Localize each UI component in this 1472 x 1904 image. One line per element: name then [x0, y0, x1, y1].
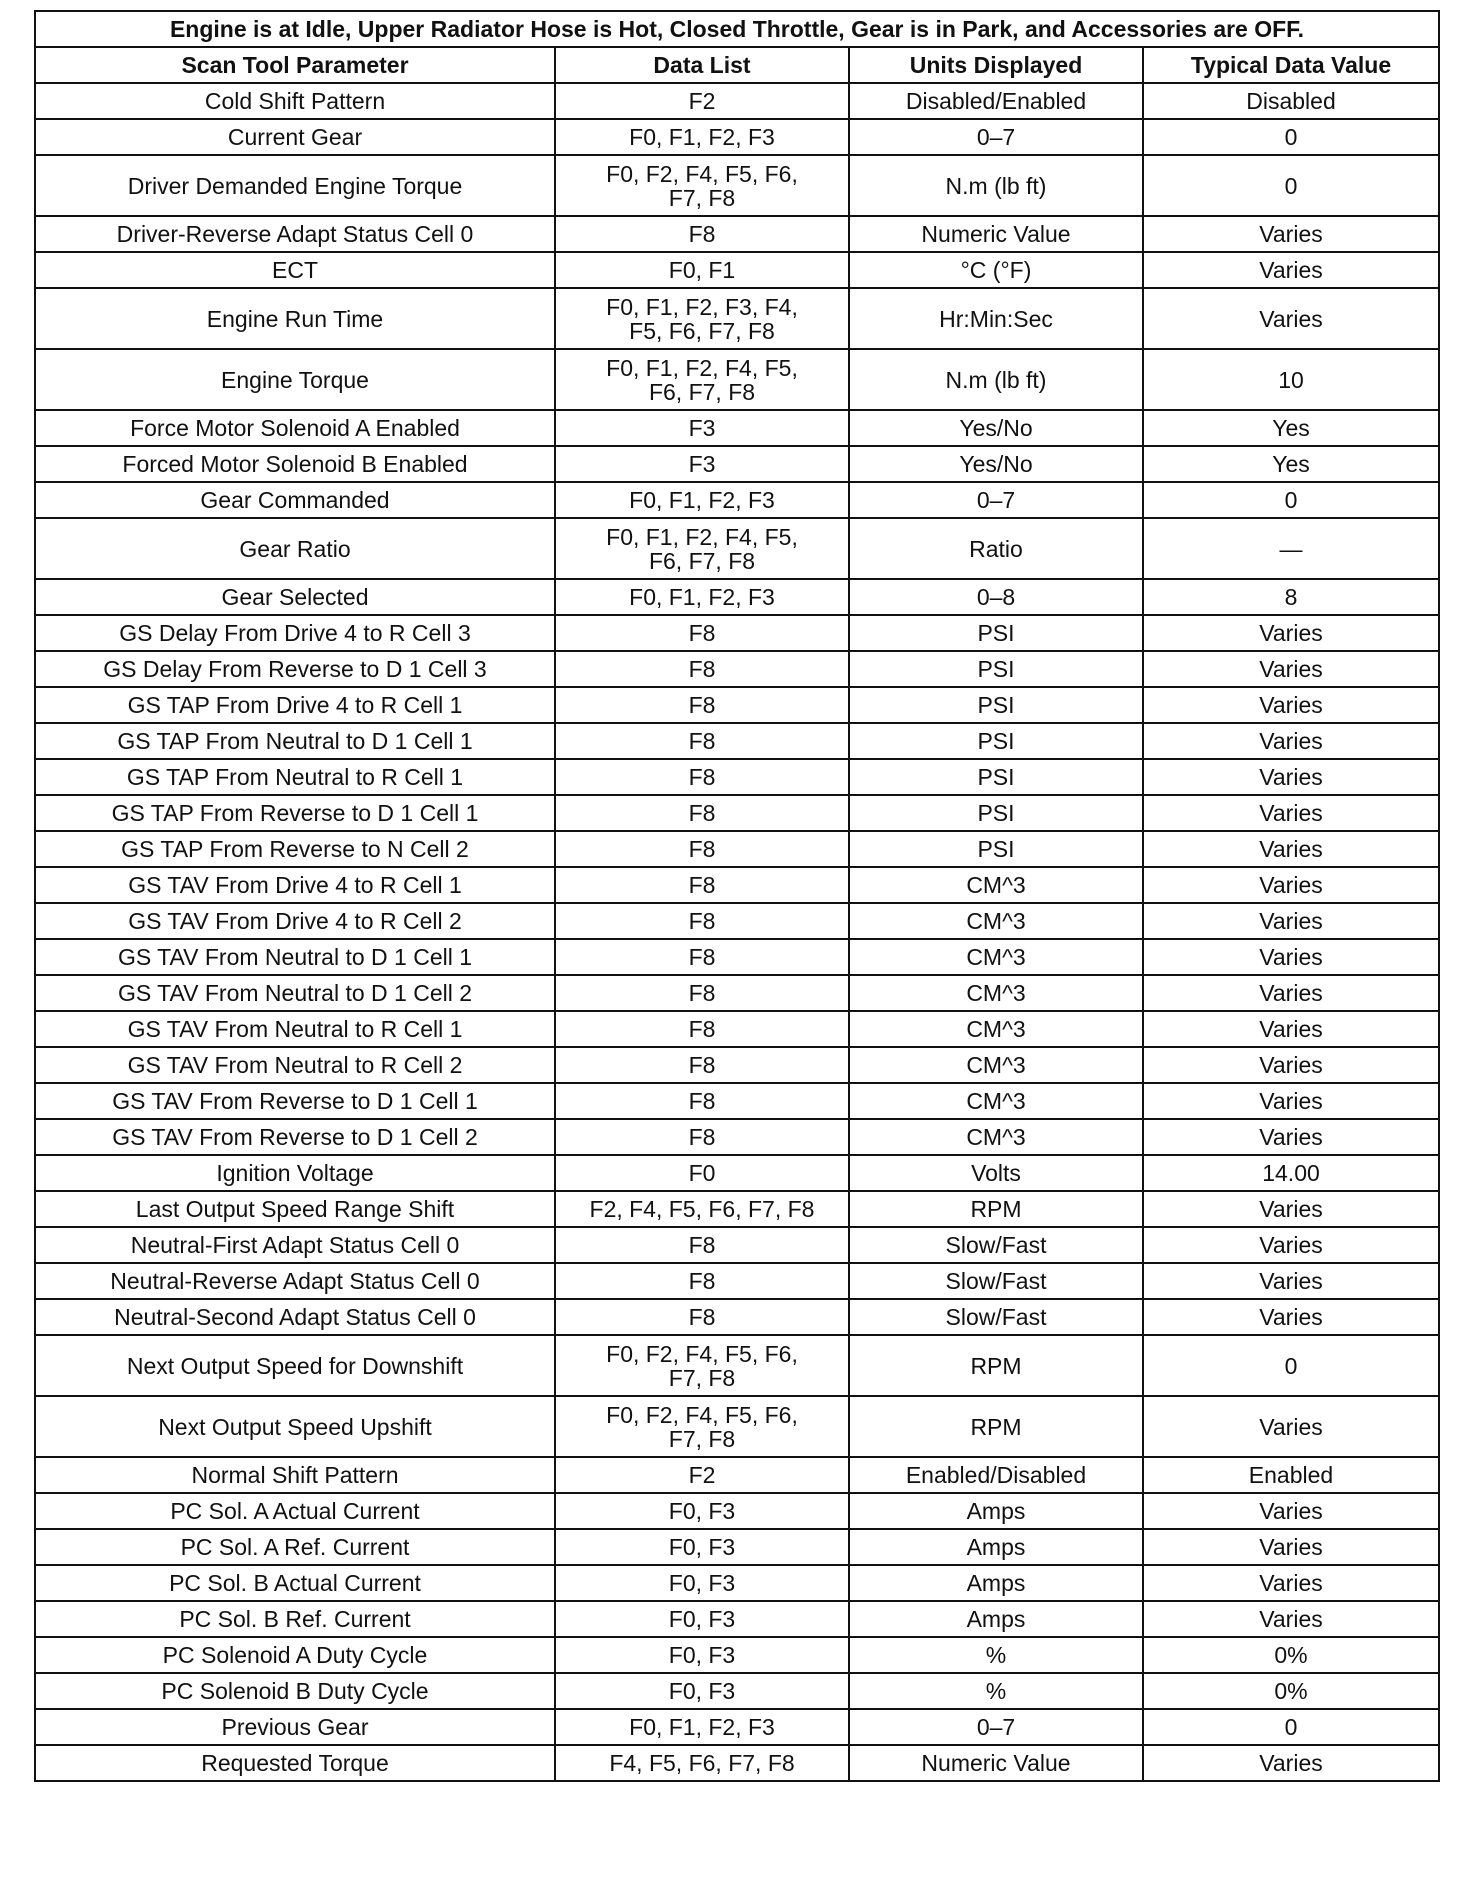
param-cell: Previous Gear: [35, 1709, 555, 1745]
param-cell: GS TAV From Reverse to D 1 Cell 1: [35, 1083, 555, 1119]
units-cell: PSI: [849, 795, 1143, 831]
typical-value-cell: Yes: [1143, 446, 1439, 482]
units-cell: CM^3: [849, 975, 1143, 1011]
units-cell: Yes/No: [849, 410, 1143, 446]
data-list-cell: F8: [555, 939, 849, 975]
param-cell: Engine Run Time: [35, 288, 555, 349]
param-cell: GS TAP From Reverse to N Cell 2: [35, 831, 555, 867]
units-cell: CM^3: [849, 939, 1143, 975]
param-cell: PC Sol. B Actual Current: [35, 1565, 555, 1601]
table-row: [35, 446, 1439, 482]
typical-value-cell: 0: [1143, 1335, 1439, 1396]
data-list-cell: F8: [555, 831, 849, 867]
data-list-cell: F0, F3: [555, 1529, 849, 1565]
typical-value-cell: 0: [1143, 119, 1439, 155]
typical-value-cell: 0: [1143, 1709, 1439, 1745]
units-cell: PSI: [849, 759, 1143, 795]
table-row: [35, 349, 1439, 410]
data-list-cell: F8: [555, 651, 849, 687]
param-cell: Ignition Voltage: [35, 1155, 555, 1191]
typical-value-cell: Varies: [1143, 1119, 1439, 1155]
units-cell: CM^3: [849, 1119, 1143, 1155]
table-row: [35, 482, 1439, 518]
data-list-cell: F8: [555, 903, 849, 939]
units-cell: PSI: [849, 651, 1143, 687]
typical-value-cell: Varies: [1143, 687, 1439, 723]
table-row: [35, 1745, 1439, 1781]
table-row: [35, 155, 1439, 216]
param-cell: Last Output Speed Range Shift: [35, 1191, 555, 1227]
units-cell: 0–7: [849, 119, 1143, 155]
header-data-list: Data List: [555, 47, 849, 83]
units-cell: PSI: [849, 687, 1143, 723]
table-row: [35, 615, 1439, 651]
table-row: [35, 1335, 1439, 1396]
table-caption: Engine is at Idle, Upper Radiator Hose is Hot, Closed Throttle, Gear is in Park, and Accessories are OFF.: [35, 11, 1439, 47]
typical-value-cell: 10: [1143, 349, 1439, 410]
data-list-cell: F0, F1, F2, F3, F4, F5, F6, F7, F8: [555, 288, 849, 349]
param-cell: Driver-Reverse Adapt Status Cell 0: [35, 216, 555, 252]
units-cell: CM^3: [849, 867, 1143, 903]
data-list-cell: F3: [555, 410, 849, 446]
units-cell: Amps: [849, 1529, 1143, 1565]
data-list-cell: F8: [555, 759, 849, 795]
typical-value-cell: Varies: [1143, 1299, 1439, 1335]
param-cell: GS TAV From Drive 4 to R Cell 2: [35, 903, 555, 939]
typical-value-cell: Varies: [1143, 1529, 1439, 1565]
scan-tool-data-table: [34, 10, 1440, 1782]
data-list-cell: F0, F2, F4, F5, F6, F7, F8: [555, 155, 849, 216]
units-cell: CM^3: [849, 903, 1143, 939]
table-row: [35, 1119, 1439, 1155]
param-cell: GS TAV From Neutral to D 1 Cell 2: [35, 975, 555, 1011]
units-cell: Enabled/Disabled: [849, 1457, 1143, 1493]
table-row: [35, 1227, 1439, 1263]
param-cell: PC Solenoid B Duty Cycle: [35, 1673, 555, 1709]
units-cell: Yes/No: [849, 446, 1143, 482]
data-list-cell: F8: [555, 1047, 849, 1083]
units-cell: %: [849, 1637, 1143, 1673]
typical-value-cell: Varies: [1143, 939, 1439, 975]
units-cell: N.m (lb ft): [849, 349, 1143, 410]
data-list-cell: F4, F5, F6, F7, F8: [555, 1745, 849, 1781]
typical-value-cell: Enabled: [1143, 1457, 1439, 1493]
table-row: [35, 119, 1439, 155]
data-list-cell: F2: [555, 83, 849, 119]
table-row: [35, 1709, 1439, 1745]
data-list-cell: F0, F1, F2, F4, F5, F6, F7, F8: [555, 518, 849, 579]
param-cell: GS TAP From Drive 4 to R Cell 1: [35, 687, 555, 723]
data-list-cell: F0, F1, F2, F3: [555, 579, 849, 615]
table-row: [35, 975, 1439, 1011]
units-cell: Amps: [849, 1493, 1143, 1529]
units-cell: Hr:Min:Sec: [849, 288, 1143, 349]
header-typical-data-value: Typical Data Value: [1143, 47, 1439, 83]
data-list-cell: F2, F4, F5, F6, F7, F8: [555, 1191, 849, 1227]
data-list-cell: F8: [555, 723, 849, 759]
typical-value-cell: Varies: [1143, 867, 1439, 903]
table-row: [35, 1565, 1439, 1601]
units-cell: Volts: [849, 1155, 1143, 1191]
header-units-displayed: Units Displayed: [849, 47, 1143, 83]
units-cell: CM^3: [849, 1083, 1143, 1119]
param-cell: GS TAV From Neutral to R Cell 1: [35, 1011, 555, 1047]
units-cell: PSI: [849, 615, 1143, 651]
param-cell: Engine Torque: [35, 349, 555, 410]
typical-value-cell: Varies: [1143, 903, 1439, 939]
typical-value-cell: Varies: [1143, 723, 1439, 759]
units-cell: 0–7: [849, 482, 1143, 518]
table-row: [35, 867, 1439, 903]
typical-value-cell: Varies: [1143, 1083, 1439, 1119]
table-row: [35, 1601, 1439, 1637]
table-row: [35, 1191, 1439, 1227]
table-row: [35, 1083, 1439, 1119]
data-list-cell: F0, F3: [555, 1565, 849, 1601]
table-row: [35, 903, 1439, 939]
param-cell: PC Sol. A Ref. Current: [35, 1529, 555, 1565]
data-list-cell: F0, F3: [555, 1673, 849, 1709]
units-cell: RPM: [849, 1191, 1143, 1227]
data-list-cell: F3: [555, 446, 849, 482]
param-cell: Cold Shift Pattern: [35, 83, 555, 119]
units-cell: Ratio: [849, 518, 1143, 579]
table-row: [35, 216, 1439, 252]
units-cell: RPM: [849, 1396, 1143, 1457]
units-cell: Amps: [849, 1601, 1143, 1637]
param-cell: Next Output Speed for Downshift: [35, 1335, 555, 1396]
data-list-cell: F8: [555, 1119, 849, 1155]
param-cell: GS TAP From Neutral to R Cell 1: [35, 759, 555, 795]
typical-value-cell: 14.00: [1143, 1155, 1439, 1191]
data-list-cell: F0, F3: [555, 1601, 849, 1637]
table-row: [35, 1457, 1439, 1493]
header-scan-tool-parameter: Scan Tool Parameter: [35, 47, 555, 83]
typical-value-cell: 0: [1143, 482, 1439, 518]
param-cell: Force Motor Solenoid A Enabled: [35, 410, 555, 446]
typical-value-cell: 8: [1143, 579, 1439, 615]
units-cell: 0–7: [849, 1709, 1143, 1745]
units-cell: N.m (lb ft): [849, 155, 1143, 216]
param-cell: GS TAV From Neutral to D 1 Cell 1: [35, 939, 555, 975]
typical-value-cell: Varies: [1143, 651, 1439, 687]
param-cell: Current Gear: [35, 119, 555, 155]
data-list-cell: F8: [555, 216, 849, 252]
typical-value-cell: Varies: [1143, 1191, 1439, 1227]
typical-value-cell: Varies: [1143, 1227, 1439, 1263]
scan-tool-data-document: [34, 10, 1438, 1782]
table-row: [35, 1299, 1439, 1335]
table-row: [35, 83, 1439, 119]
data-list-cell: F0, F1, F2, F4, F5, F6, F7, F8: [555, 349, 849, 410]
typical-value-cell: Varies: [1143, 615, 1439, 651]
units-cell: %: [849, 1673, 1143, 1709]
data-list-cell: F8: [555, 1299, 849, 1335]
table-row: [35, 1396, 1439, 1457]
typical-value-cell: 0%: [1143, 1673, 1439, 1709]
data-list-cell: F8: [555, 687, 849, 723]
data-list-cell: F0: [555, 1155, 849, 1191]
data-list-cell: F0, F1, F2, F3: [555, 119, 849, 155]
param-cell: ECT: [35, 252, 555, 288]
typical-value-cell: Varies: [1143, 1493, 1439, 1529]
table-row: [35, 723, 1439, 759]
table-row: [35, 1493, 1439, 1529]
table-row: [35, 518, 1439, 579]
table-row: [35, 651, 1439, 687]
param-cell: Normal Shift Pattern: [35, 1457, 555, 1493]
param-cell: Gear Commanded: [35, 482, 555, 518]
typical-value-cell: Varies: [1143, 759, 1439, 795]
table-row: [35, 1155, 1439, 1191]
header-row: [35, 47, 1439, 83]
table-row: [35, 1529, 1439, 1565]
units-cell: Numeric Value: [849, 1745, 1143, 1781]
param-cell: GS TAV From Reverse to D 1 Cell 2: [35, 1119, 555, 1155]
table-row: [35, 939, 1439, 975]
table-row: [35, 410, 1439, 446]
data-list-cell: F0, F2, F4, F5, F6, F7, F8: [555, 1335, 849, 1396]
table-row: [35, 1673, 1439, 1709]
typical-value-cell: Disabled: [1143, 83, 1439, 119]
param-cell: Neutral-Second Adapt Status Cell 0: [35, 1299, 555, 1335]
data-list-cell: F8: [555, 615, 849, 651]
data-list-cell: F0, F1: [555, 252, 849, 288]
table-row: [35, 687, 1439, 723]
units-cell: Slow/Fast: [849, 1299, 1143, 1335]
data-list-cell: F8: [555, 1227, 849, 1263]
data-list-cell: F8: [555, 867, 849, 903]
units-cell: PSI: [849, 723, 1143, 759]
typical-value-cell: Varies: [1143, 1396, 1439, 1457]
param-cell: GS TAV From Neutral to R Cell 2: [35, 1047, 555, 1083]
typical-value-cell: Varies: [1143, 975, 1439, 1011]
table-row: [35, 1011, 1439, 1047]
param-cell: PC Sol. A Actual Current: [35, 1493, 555, 1529]
param-cell: Forced Motor Solenoid B Enabled: [35, 446, 555, 482]
data-list-cell: F0, F1, F2, F3: [555, 1709, 849, 1745]
typical-value-cell: —: [1143, 518, 1439, 579]
table-row: [35, 795, 1439, 831]
param-cell: Next Output Speed Upshift: [35, 1396, 555, 1457]
typical-value-cell: 0%: [1143, 1637, 1439, 1673]
units-cell: PSI: [849, 831, 1143, 867]
param-cell: Gear Ratio: [35, 518, 555, 579]
table-row: [35, 759, 1439, 795]
param-cell: Gear Selected: [35, 579, 555, 615]
table-row: [35, 1263, 1439, 1299]
units-cell: Slow/Fast: [849, 1263, 1143, 1299]
table-body: [35, 83, 1439, 1781]
typical-value-cell: Varies: [1143, 252, 1439, 288]
param-cell: Neutral-Reverse Adapt Status Cell 0: [35, 1263, 555, 1299]
table-row: [35, 1637, 1439, 1673]
typical-value-cell: Yes: [1143, 410, 1439, 446]
table-row: [35, 252, 1439, 288]
typical-value-cell: Varies: [1143, 1011, 1439, 1047]
data-list-cell: F0, F1, F2, F3: [555, 482, 849, 518]
param-cell: PC Solenoid A Duty Cycle: [35, 1637, 555, 1673]
data-list-cell: F8: [555, 1083, 849, 1119]
typical-value-cell: Varies: [1143, 1047, 1439, 1083]
units-cell: 0–8: [849, 579, 1143, 615]
param-cell: Driver Demanded Engine Torque: [35, 155, 555, 216]
data-list-cell: F0, F2, F4, F5, F6, F7, F8: [555, 1396, 849, 1457]
data-list-cell: F8: [555, 1011, 849, 1047]
data-list-cell: F8: [555, 1263, 849, 1299]
units-cell: Numeric Value: [849, 216, 1143, 252]
units-cell: °C (°F): [849, 252, 1143, 288]
typical-value-cell: 0: [1143, 155, 1439, 216]
typical-value-cell: Varies: [1143, 1565, 1439, 1601]
param-cell: GS Delay From Drive 4 to R Cell 3: [35, 615, 555, 651]
typical-value-cell: Varies: [1143, 288, 1439, 349]
table-row: [35, 831, 1439, 867]
param-cell: PC Sol. B Ref. Current: [35, 1601, 555, 1637]
typical-value-cell: Varies: [1143, 216, 1439, 252]
param-cell: GS TAP From Reverse to D 1 Cell 1: [35, 795, 555, 831]
data-list-cell: F0, F3: [555, 1493, 849, 1529]
table-row: [35, 1047, 1439, 1083]
table-row: [35, 288, 1439, 349]
table-row: [35, 579, 1439, 615]
data-list-cell: F8: [555, 975, 849, 1011]
typical-value-cell: Varies: [1143, 831, 1439, 867]
units-cell: Amps: [849, 1565, 1143, 1601]
typical-value-cell: Varies: [1143, 1263, 1439, 1299]
data-list-cell: F2: [555, 1457, 849, 1493]
units-cell: CM^3: [849, 1047, 1143, 1083]
units-cell: RPM: [849, 1335, 1143, 1396]
typical-value-cell: Varies: [1143, 1601, 1439, 1637]
units-cell: CM^3: [849, 1011, 1143, 1047]
units-cell: Slow/Fast: [849, 1227, 1143, 1263]
data-list-cell: F0, F3: [555, 1637, 849, 1673]
param-cell: GS TAP From Neutral to D 1 Cell 1: [35, 723, 555, 759]
param-cell: Requested Torque: [35, 1745, 555, 1781]
units-cell: Disabled/Enabled: [849, 83, 1143, 119]
param-cell: Neutral-First Adapt Status Cell 0: [35, 1227, 555, 1263]
data-list-cell: F8: [555, 795, 849, 831]
typical-value-cell: Varies: [1143, 1745, 1439, 1781]
param-cell: GS Delay From Reverse to D 1 Cell 3: [35, 651, 555, 687]
typical-value-cell: Varies: [1143, 795, 1439, 831]
param-cell: GS TAV From Drive 4 to R Cell 1: [35, 867, 555, 903]
